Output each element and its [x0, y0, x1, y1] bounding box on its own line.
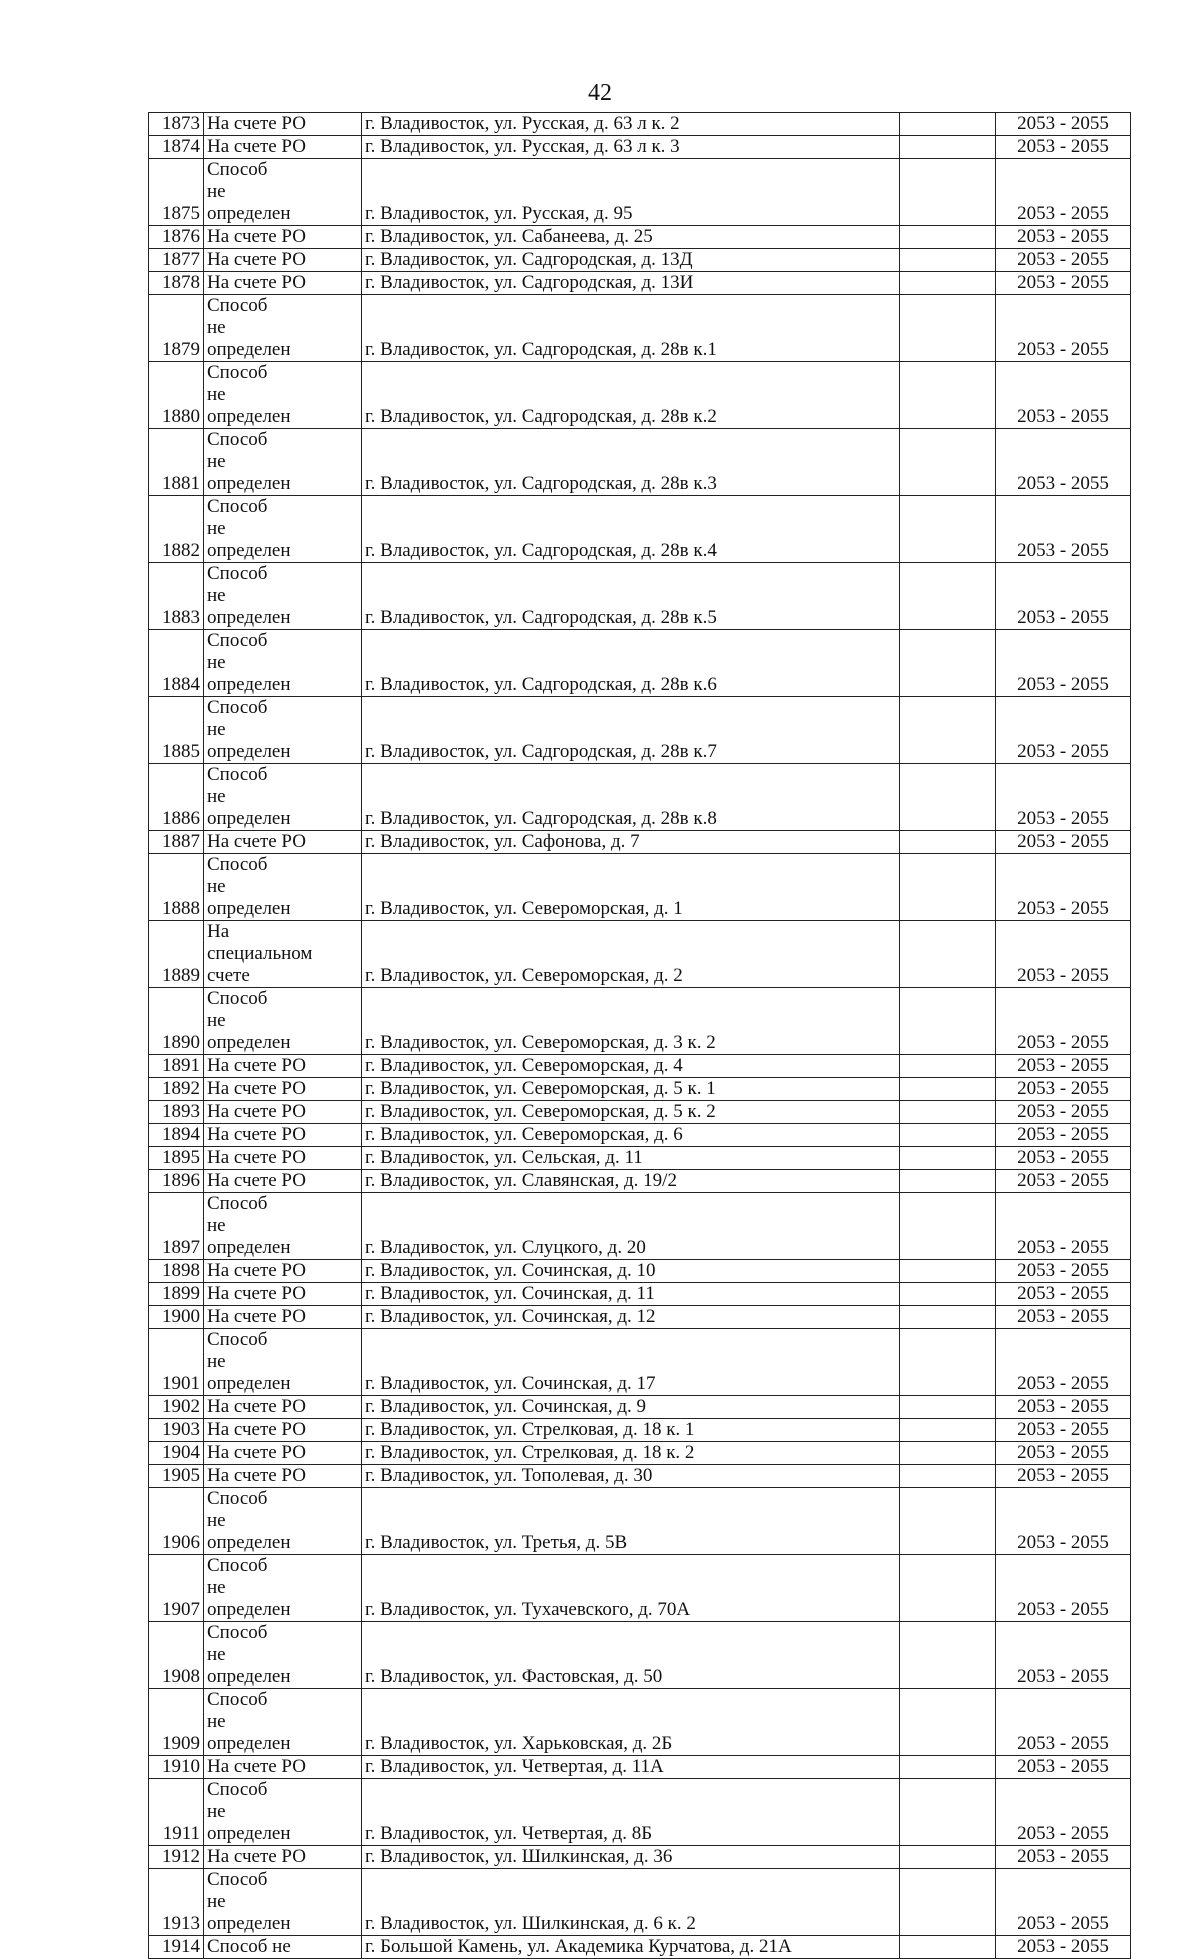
repair-period: 2053 - 2055: [996, 764, 1131, 831]
funding-method: На счете РО: [204, 1260, 362, 1283]
table-row: [149, 226, 1131, 249]
funding-method: На счете РО: [204, 1170, 362, 1193]
row-number: 1876: [149, 226, 204, 249]
empty-cell: [900, 697, 996, 764]
building-address: г. Владивосток, ул. Садгородская, д. 28в к.1: [362, 295, 900, 362]
funding-method: На счете РО: [204, 1147, 362, 1170]
empty-cell: [900, 1419, 996, 1442]
registry-rows: [149, 113, 1131, 1959]
empty-cell: [900, 1442, 996, 1465]
repair-period: 2053 - 2055: [996, 1124, 1131, 1147]
building-address: г. Владивосток, ул. Североморская, д. 1: [362, 854, 900, 921]
building-address: г. Владивосток, ул. Тухачевского, д. 70А: [362, 1555, 900, 1622]
empty-cell: [900, 1779, 996, 1846]
empty-cell: [900, 1101, 996, 1124]
row-number: 1893: [149, 1101, 204, 1124]
table-row: [149, 1846, 1131, 1869]
building-address: г. Владивосток, ул. Слуцкого, д. 20: [362, 1193, 900, 1260]
table-row: [149, 159, 1131, 226]
table-row: [149, 988, 1131, 1055]
empty-cell: [900, 1488, 996, 1555]
funding-method: Способ не определен: [204, 1779, 362, 1846]
repair-period: 2053 - 2055: [996, 362, 1131, 429]
funding-method: Способ не определен: [204, 764, 362, 831]
repair-period: 2053 - 2055: [996, 1869, 1131, 1936]
building-address: г. Владивосток, ул. Русская, д. 95: [362, 159, 900, 226]
table-row: [149, 1442, 1131, 1465]
table-row: [149, 1193, 1131, 1260]
table-row: [149, 136, 1131, 159]
repair-period: 2053 - 2055: [996, 1396, 1131, 1419]
empty-cell: [900, 136, 996, 159]
building-address: г. Владивосток, ул. Садгородская, д. 28в к.4: [362, 496, 900, 563]
building-address: г. Владивосток, ул. Садгородская, д. 13Д: [362, 249, 900, 272]
table-row: [149, 1622, 1131, 1689]
funding-method: На счете РО: [204, 1846, 362, 1869]
funding-method: Способ не определен: [204, 854, 362, 921]
row-number: 1889: [149, 921, 204, 988]
row-number: 1890: [149, 988, 204, 1055]
table-row: [149, 1465, 1131, 1488]
repair-period: 2053 - 2055: [996, 831, 1131, 854]
funding-method: Способ не определен: [204, 1869, 362, 1936]
row-number: 1903: [149, 1419, 204, 1442]
building-address: г. Владивосток, ул. Сафонова, д. 7: [362, 831, 900, 854]
row-number: 1910: [149, 1756, 204, 1779]
funding-method: На счете РО: [204, 226, 362, 249]
table-row: [149, 1101, 1131, 1124]
row-number: 1911: [149, 1779, 204, 1846]
repair-period: 2053 - 2055: [996, 1101, 1131, 1124]
funding-method: Способ не определен: [204, 1555, 362, 1622]
repair-period: 2053 - 2055: [996, 1078, 1131, 1101]
row-number: 1878: [149, 272, 204, 295]
row-number: 1891: [149, 1055, 204, 1078]
funding-method: На счете РО: [204, 1442, 362, 1465]
repair-period: 2053 - 2055: [996, 1283, 1131, 1306]
empty-cell: [900, 764, 996, 831]
repair-period: 2053 - 2055: [996, 249, 1131, 272]
empty-cell: [900, 1147, 996, 1170]
funding-method: На счете РО: [204, 1124, 362, 1147]
table-row: [149, 1306, 1131, 1329]
empty-cell: [900, 563, 996, 630]
repair-period: 2053 - 2055: [996, 630, 1131, 697]
building-address: г. Владивосток, ул. Тополевая, д. 30: [362, 1465, 900, 1488]
empty-cell: [900, 113, 996, 136]
repair-period: 2053 - 2055: [996, 226, 1131, 249]
table-row: [149, 1419, 1131, 1442]
repair-period: 2053 - 2055: [996, 1193, 1131, 1260]
building-address: г. Владивосток, ул. Четвертая, д. 8Б: [362, 1779, 900, 1846]
table-row: [149, 1488, 1131, 1555]
repair-period: 2053 - 2055: [996, 1329, 1131, 1396]
table-row: [149, 1329, 1131, 1396]
table-row: [149, 1170, 1131, 1193]
funding-method: Способ не определен: [204, 159, 362, 226]
repair-period: 2053 - 2055: [996, 1147, 1131, 1170]
building-address: г. Владивосток, ул. Четвертая, д. 11А: [362, 1756, 900, 1779]
empty-cell: [900, 1689, 996, 1756]
repair-period: 2053 - 2055: [996, 1260, 1131, 1283]
building-address: г. Владивосток, ул. Садгородская, д. 28в к.8: [362, 764, 900, 831]
row-number: 1907: [149, 1555, 204, 1622]
empty-cell: [900, 1193, 996, 1260]
repair-period: 2053 - 2055: [996, 113, 1131, 136]
building-address: г. Владивосток, ул. Североморская, д. 5 к. 2: [362, 1101, 900, 1124]
row-number: 1896: [149, 1170, 204, 1193]
building-address: г. Владивосток, ул. Садгородская, д. 28в к.3: [362, 429, 900, 496]
table-row: [149, 1078, 1131, 1101]
building-address: г. Владивосток, ул. Харьковская, д. 2Б: [362, 1689, 900, 1756]
funding-method: Способ не определен: [204, 429, 362, 496]
row-number: 1914: [149, 1936, 204, 1959]
empty-cell: [900, 1124, 996, 1147]
repair-period: 2053 - 2055: [996, 295, 1131, 362]
row-number: 1897: [149, 1193, 204, 1260]
empty-cell: [900, 295, 996, 362]
row-number: 1900: [149, 1306, 204, 1329]
page-number: 42: [588, 80, 612, 106]
table-row: [149, 563, 1131, 630]
repair-period: 2053 - 2055: [996, 1555, 1131, 1622]
row-number: 1886: [149, 764, 204, 831]
building-address: г. Владивосток, ул. Сочинская, д. 10: [362, 1260, 900, 1283]
funding-method: Способ не определен: [204, 362, 362, 429]
repair-period: 2053 - 2055: [996, 272, 1131, 295]
funding-method: Способ не определен: [204, 1329, 362, 1396]
funding-method: Способ не определен: [204, 1689, 362, 1756]
funding-method: На счете РО: [204, 272, 362, 295]
table-row: [149, 1124, 1131, 1147]
funding-method: Способ не определен: [204, 295, 362, 362]
repair-period: 2053 - 2055: [996, 697, 1131, 764]
row-number: 1894: [149, 1124, 204, 1147]
empty-cell: [900, 1078, 996, 1101]
table-row: [149, 697, 1131, 764]
table-row: [149, 362, 1131, 429]
repair-period: 2053 - 2055: [996, 1846, 1131, 1869]
building-address: г. Владивосток, ул. Садгородская, д. 28в к.6: [362, 630, 900, 697]
building-address: г. Владивосток, ул. Славянская, д. 19/2: [362, 1170, 900, 1193]
funding-method: Способ не: [204, 1936, 362, 1959]
building-address: г. Владивосток, ул. Стрелковая, д. 18 к. 2: [362, 1442, 900, 1465]
building-address: г. Владивосток, ул. Фастовская, д. 50: [362, 1622, 900, 1689]
row-number: 1906: [149, 1488, 204, 1555]
empty-cell: [900, 272, 996, 295]
building-address: г. Владивосток, ул. Североморская, д. 4: [362, 1055, 900, 1078]
empty-cell: [900, 1055, 996, 1078]
building-address: г. Владивосток, ул. Русская, д. 63 л к. 2: [362, 113, 900, 136]
funding-method: На счете РО: [204, 1465, 362, 1488]
funding-method: Способ не определен: [204, 563, 362, 630]
row-number: 1895: [149, 1147, 204, 1170]
row-number: 1881: [149, 429, 204, 496]
empty-cell: [900, 921, 996, 988]
row-number: 1880: [149, 362, 204, 429]
table-row: [149, 630, 1131, 697]
empty-cell: [900, 630, 996, 697]
table-row: [149, 1283, 1131, 1306]
building-address: г. Владивосток, ул. Сельская, д. 11: [362, 1147, 900, 1170]
empty-cell: [900, 1329, 996, 1396]
row-number: 1882: [149, 496, 204, 563]
funding-method: На счете РО: [204, 1396, 362, 1419]
row-number: 1874: [149, 136, 204, 159]
repair-period: 2053 - 2055: [996, 1306, 1131, 1329]
building-address: г. Владивосток, ул. Третья, д. 5В: [362, 1488, 900, 1555]
table-row: [149, 1055, 1131, 1078]
funding-method: На счете РО: [204, 1756, 362, 1779]
table-row: [149, 272, 1131, 295]
building-address: г. Владивосток, ул. Стрелковая, д. 18 к. 1: [362, 1419, 900, 1442]
table-row: [149, 921, 1131, 988]
funding-method: На счете РО: [204, 1419, 362, 1442]
funding-method: На счете РО: [204, 1306, 362, 1329]
funding-method: Способ не определен: [204, 1193, 362, 1260]
building-address: г. Владивосток, ул. Сочинская, д. 11: [362, 1283, 900, 1306]
building-address: г. Владивосток, ул. Североморская, д. 3 к. 2: [362, 988, 900, 1055]
building-address: г. Владивосток, ул. Русская, д. 63 л к. 3: [362, 136, 900, 159]
building-address: г. Владивосток, ул. Североморская, д. 6: [362, 1124, 900, 1147]
building-address: г. Владивосток, ул. Шилкинская, д. 36: [362, 1846, 900, 1869]
row-number: 1904: [149, 1442, 204, 1465]
empty-cell: [900, 1869, 996, 1936]
building-address: г. Большой Камень, ул. Академика Курчатова, д. 21А: [362, 1936, 900, 1959]
table-row: [149, 1689, 1131, 1756]
funding-method: Способ не определен: [204, 630, 362, 697]
row-number: 1879: [149, 295, 204, 362]
table-row: [149, 113, 1131, 136]
empty-cell: [900, 1756, 996, 1779]
table-row: [149, 429, 1131, 496]
building-address: г. Владивосток, ул. Сочинская, д. 9: [362, 1396, 900, 1419]
row-number: 1902: [149, 1396, 204, 1419]
table-row: [149, 496, 1131, 563]
funding-method: На счете РО: [204, 1055, 362, 1078]
empty-cell: [900, 1396, 996, 1419]
table-row: [149, 1869, 1131, 1936]
table-row: [149, 1555, 1131, 1622]
repair-period: 2053 - 2055: [996, 988, 1131, 1055]
building-address: г. Владивосток, ул. Сабанеева, д. 25: [362, 226, 900, 249]
repair-period: 2053 - 2055: [996, 496, 1131, 563]
funding-method: На специальном счете: [204, 921, 362, 988]
repair-period: 2053 - 2055: [996, 563, 1131, 630]
repair-period: 2053 - 2055: [996, 1488, 1131, 1555]
row-number: 1912: [149, 1846, 204, 1869]
table-row: [149, 249, 1131, 272]
building-address: г. Владивосток, ул. Садгородская, д. 28в к.2: [362, 362, 900, 429]
table-row: [149, 1396, 1131, 1419]
table-row: [149, 1756, 1131, 1779]
building-address: г. Владивосток, ул. Североморская, д. 2: [362, 921, 900, 988]
empty-cell: [900, 362, 996, 429]
repair-period: 2053 - 2055: [996, 921, 1131, 988]
funding-method: На счете РО: [204, 1078, 362, 1101]
repair-period: 2053 - 2055: [996, 854, 1131, 921]
housing-registry-table: [148, 112, 1131, 1959]
funding-method: Способ не определен: [204, 1622, 362, 1689]
repair-period: 2053 - 2055: [996, 1055, 1131, 1078]
empty-cell: [900, 1170, 996, 1193]
empty-cell: [900, 429, 996, 496]
row-number: 1887: [149, 831, 204, 854]
empty-cell: [900, 1306, 996, 1329]
repair-period: 2053 - 2055: [996, 1419, 1131, 1442]
empty-cell: [900, 226, 996, 249]
empty-cell: [900, 249, 996, 272]
table-row: [149, 831, 1131, 854]
building-address: г. Владивосток, ул. Садгородская, д. 13И: [362, 272, 900, 295]
funding-method: На счете РО: [204, 831, 362, 854]
empty-cell: [900, 1465, 996, 1488]
repair-period: 2053 - 2055: [996, 1779, 1131, 1846]
empty-cell: [900, 1846, 996, 1869]
row-number: 1885: [149, 697, 204, 764]
building-address: г. Владивосток, ул. Сочинская, д. 17: [362, 1329, 900, 1396]
row-number: 1873: [149, 113, 204, 136]
row-number: 1913: [149, 1869, 204, 1936]
funding-method: На счете РО: [204, 1283, 362, 1306]
empty-cell: [900, 1622, 996, 1689]
building-address: г. Владивосток, ул. Сочинская, д. 12: [362, 1306, 900, 1329]
repair-period: 2053 - 2055: [996, 1465, 1131, 1488]
row-number: 1905: [149, 1465, 204, 1488]
row-number: 1899: [149, 1283, 204, 1306]
funding-method: На счете РО: [204, 113, 362, 136]
repair-period: 2053 - 2055: [996, 136, 1131, 159]
row-number: 1892: [149, 1078, 204, 1101]
funding-method: Способ не определен: [204, 496, 362, 563]
table-row: [149, 295, 1131, 362]
empty-cell: [900, 496, 996, 563]
repair-period: 2053 - 2055: [996, 1442, 1131, 1465]
repair-period: 2053 - 2055: [996, 1622, 1131, 1689]
table-row: [149, 1936, 1131, 1959]
table-row: [149, 1147, 1131, 1170]
empty-cell: [900, 1283, 996, 1306]
table-row: [149, 764, 1131, 831]
repair-period: 2053 - 2055: [996, 1170, 1131, 1193]
row-number: 1901: [149, 1329, 204, 1396]
funding-method: На счете РО: [204, 249, 362, 272]
empty-cell: [900, 988, 996, 1055]
empty-cell: [900, 159, 996, 226]
repair-period: 2053 - 2055: [996, 1689, 1131, 1756]
empty-cell: [900, 1260, 996, 1283]
repair-period: 2053 - 2055: [996, 1756, 1131, 1779]
empty-cell: [900, 831, 996, 854]
row-number: 1908: [149, 1622, 204, 1689]
building-address: г. Владивосток, ул. Садгородская, д. 28в к.7: [362, 697, 900, 764]
funding-method: На счете РО: [204, 1101, 362, 1124]
repair-period: 2053 - 2055: [996, 159, 1131, 226]
funding-method: Способ не определен: [204, 988, 362, 1055]
table-row: [149, 854, 1131, 921]
funding-method: Способ не определен: [204, 697, 362, 764]
funding-method: Способ не определен: [204, 1488, 362, 1555]
empty-cell: [900, 854, 996, 921]
building-address: г. Владивосток, ул. Садгородская, д. 28в к.5: [362, 563, 900, 630]
row-number: 1909: [149, 1689, 204, 1756]
empty-cell: [900, 1936, 996, 1959]
building-address: г. Владивосток, ул. Шилкинская, д. 6 к. 2: [362, 1869, 900, 1936]
row-number: 1877: [149, 249, 204, 272]
row-number: 1898: [149, 1260, 204, 1283]
table-row: [149, 1260, 1131, 1283]
row-number: 1883: [149, 563, 204, 630]
repair-period: 2053 - 2055: [996, 429, 1131, 496]
row-number: 1884: [149, 630, 204, 697]
repair-period: 2053 - 2055: [996, 1936, 1131, 1959]
empty-cell: [900, 1555, 996, 1622]
table-row: [149, 1779, 1131, 1846]
row-number: 1888: [149, 854, 204, 921]
funding-method: На счете РО: [204, 136, 362, 159]
building-address: г. Владивосток, ул. Североморская, д. 5 к. 1: [362, 1078, 900, 1101]
row-number: 1875: [149, 159, 204, 226]
